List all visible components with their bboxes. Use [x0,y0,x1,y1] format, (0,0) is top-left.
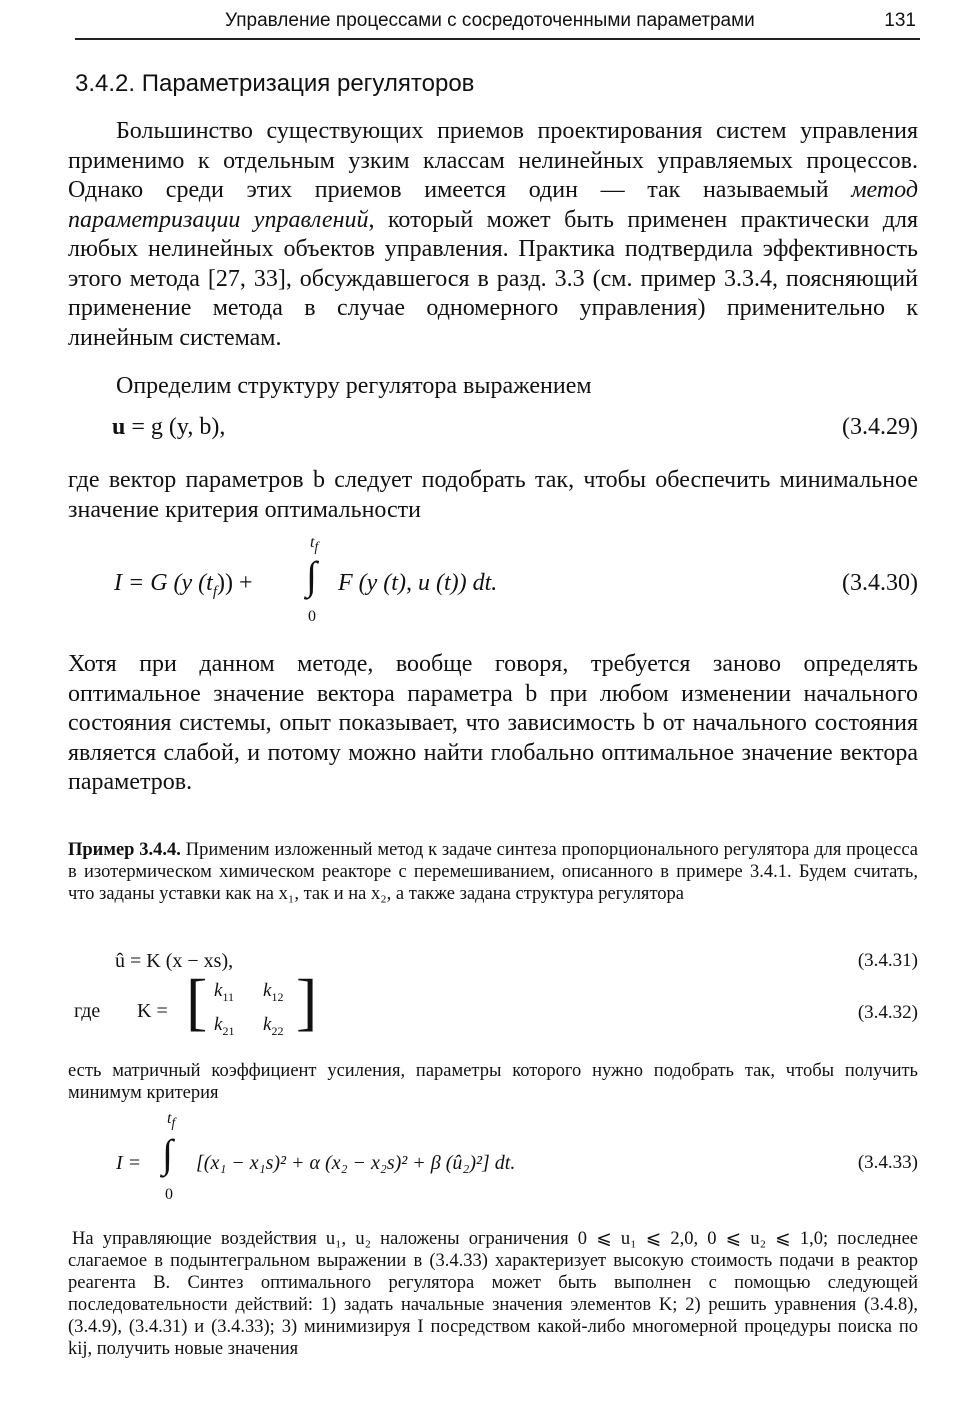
paragraph-parameter-vector: где вектор параметров b следует подобрать так, чтобы обеспечить минимальное значение критерия оптимальности [68,467,918,523]
equation-body [112,414,225,441]
page-header [75,6,920,40]
upper-limit-t: t [310,534,315,551]
where-word: где [74,1000,101,1022]
equation-number-3-4-32: (3.4.32) [857,1002,918,1023]
integral-lower-limit: 0 [308,608,316,625]
section-title: 3.4.2. Параметризация регуляторов [75,70,475,97]
running-title: Управление процессами с сосредоточенными параметрами [225,10,755,31]
paragraph-intro [68,117,918,353]
equation-lhs: u [112,414,126,440]
paragraph-intro-text-1: Большинство существующих приемов проектирования систем управления применимо к отдельным узким классам нелинейных управляемых процессов. Однако среди этих приемов имеется один — так называемый [68,118,918,203]
example-paragraph [68,839,918,905]
paragraph-define-structure: Определим структуру регулятора выражением [116,373,592,399]
integrand-text: F (y (t), u (t)) dt. [338,570,498,596]
matrix-k12: $k_{12}$ [263,980,284,1004]
equation-3-4-30 [0,534,953,629]
equation-lhs-sub: f [212,583,217,600]
equation-lhs-text: I = [116,1152,142,1174]
equation-lhs-text: I = G (y (t [114,570,213,596]
example-text: Применим изложенный метод к задаче синтеза пропорционального регулятора для процесса в изотермическом химическом реакторе с перемешиванием, описанного в примере 3.4.1. Будем считать, что заданы уставки как на x₁, так и на x₂, а также задана структура регулятора [68,840,918,904]
upper-limit-sub: f [314,539,319,555]
paragraph-constraints: На управляющие воздействия u₁, u₂ наложены ограничения 0 ⩽ u₁ ⩽ 2,0, 0 ⩽ u₂ ⩽ 1,0; последнее слагаемое в подынтегральном выражении в (3.4.33) характеризует высокую стоимость подачи в реактор реагента B. Синтез оптимального регулятора может быть выполнен с помощью следующей последовательности действий: 1) задать начальные значения элементов K; 2) решить уравнения (3.4.8), (3.4.9), (3.4.31) и (3.4.33); 3) минимизируя I посредством какой-либо многомерной процедуры поиска по kij, получить новые значения [68,1229,918,1359]
equation-lhs-end: )) + [217,570,253,596]
equation-lhs [114,570,253,601]
equation-number-3-4-33: (3.4.33) [857,1152,918,1173]
matrix-right-bracket: ] [296,966,318,1037]
paragraph-global-optimum: Хотя при данном методе, вообще говоря, требуется заново определять оптимальное значение вектора параметра b при любом изменении начального состояния системы, опыт показывает, что зависимость b от начального состояния является слабой, и потому можно найти глобально оптимальное значение вектора параметров. [68,651,918,795]
upper-limit-sub: f [171,1115,176,1131]
matrix-k21: $k_{21}$ [214,1014,235,1038]
integral-sign: ∫ [162,1131,173,1176]
upper-limit-t: t [167,1110,172,1127]
example-label: Пример 3.4.4. [68,840,181,860]
integral-upper-limit [167,1110,175,1131]
integral-upper-limit [310,534,318,555]
matrix-left-bracket: [ [186,966,208,1037]
integral-lower-limit: 0 [165,1186,173,1203]
integrand [196,1152,515,1175]
integrand-text: [(x₁ − x₁s)² + α (x₂ − x₂s)² + β (û₂)²] dt. [196,1152,516,1174]
equation-number: (3.4.29) [842,414,918,440]
method-term: метод параметризации управлений [68,177,918,233]
paragraph-gain-matrix: есть матричный коэффициент усиления, параметры которого нужно подобрать так, чтобы получить минимум критерия [68,1061,918,1103]
matrix-k22: $k_{22}$ [263,1014,284,1038]
paragraph-intro-text-2: , который может быть применен практически для любых нелинейных объектов управления. Практика подтвердила эффективность этого метода [27, 33], обсуждавшегося в разд. 3.3 (см. пример 3.3.4, поясняющий применение метода в случае одномерного управления) применительно к линейным системам. [68,206,918,351]
matrix-lhs: K = [137,1000,168,1022]
equation-number: (3.4.30) [842,570,918,596]
matrix-k11: $k_{11}$ [214,980,234,1004]
equation-3-4-31: û = K (x − xs), [115,950,234,972]
integrand [338,570,497,597]
equation-rhs: = g (y, b), [131,414,226,440]
equation-number-3-4-31: (3.4.31) [857,950,918,971]
equation-lhs [116,1152,141,1175]
integral-sign: ∫ [306,553,317,598]
page-number: 131 [884,10,916,31]
